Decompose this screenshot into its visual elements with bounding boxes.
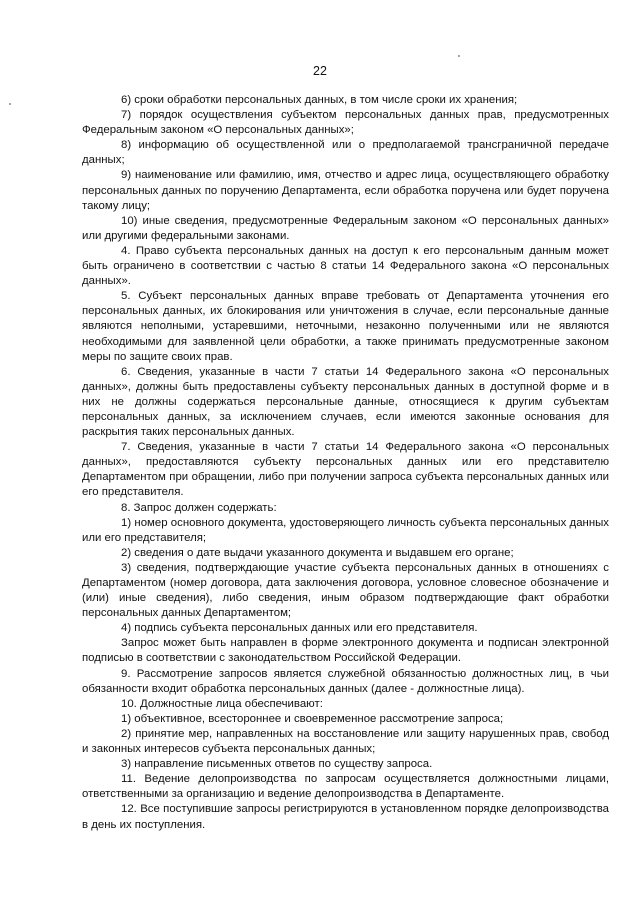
- scan-speck: [9, 103, 11, 105]
- clause-5: 5. Субъект персональных данных вправе требовать от Департамента уточнения его персональных данных, их блокирования или уничтожения в случае, если персональные данные являются неполными, устаревшими, неточными, незаконно полученными или не являются необходимыми для заявленной цели обработки, а также принимать предусмотренные законом меры по защите своих прав.: [82, 290, 609, 363]
- page-number: 22: [313, 64, 327, 78]
- clause-7: 7. Сведения, указанные в части 7 статьи 14 Федерального закона «О персональных данных», предоставляются субъекту персональных данных или его представителю Департаментом при обращении, либо при получении запроса субъекта персональных данных или его представителя.: [82, 441, 609, 499]
- clause-9: 9. Рассмотрение запросов является служебной обязанностью должностных лиц, в чьи обязанности входит обработка персональных данных (далее - должностные лица).: [82, 667, 609, 695]
- list-item-6: 6) сроки обработки персональных данных, в том числе сроки их хранения;: [121, 94, 518, 106]
- list-item-10: 10) иные сведения, предусмотренные Федеральным законом «О персональных данных» или другими федеральными законами.: [82, 214, 609, 242]
- request-item-3: 3) сведения, подтверждающие участие субъекта персональных данных в отношениях с Департаментом (номер договора, дата заключения договора, условное словесное обозначение и (или) иные сведения), либо сведения, иным образом подтверждающие факт обработки персональных данных Департаментом;: [82, 561, 609, 620]
- clause-8: 8. Запрос должен содержать:: [121, 501, 277, 514]
- scan-speck: [458, 55, 460, 57]
- request-item-4: 4) подпись субъекта персональных данных или его представителя.: [121, 622, 478, 635]
- request-item-1: 1) номер основного документа, удостоверяющего личность субъекта персональных данных или его представителя;: [82, 516, 609, 544]
- clause-11: 11. Ведение делопроизводства по запросам осуществляется должностными лицами, ответственными за организацию и ведение делопроизводства в Департаменте.: [82, 773, 609, 801]
- list-item-9: 9) наименование или фамилию, имя, отчество и адрес лица, осуществляющего обработку персональных данных по поручению Департамента, если обработка поручена или будет поручена такому лицу;: [82, 169, 609, 212]
- clause-12: 12. Все поступившие запросы регистрируются в установленном порядке делопроизводства в день их поступления.: [82, 803, 609, 831]
- list-item-7: 7) порядок осуществления субъектом персональных данных прав, предусмотренных Федеральным законом «О персональных данных»;: [82, 109, 609, 137]
- duty-item-3: 3) направление письменных ответов по существу запроса.: [121, 758, 433, 771]
- electronic-request-note: Запрос может быть направлен в форме электронного документа и подписан электронной подписью в соответствии с законодательством Российской Федерации.: [82, 637, 609, 665]
- duty-item-2: 2) принятие мер, направленных на восстановление или защиту нарушенных прав, свобод и законных интересов субъекта персональных данных;: [82, 727, 609, 756]
- document-body: [82, 93, 609, 833]
- list-item-8: 8) информацию об осуществленной или о предполагаемой трансграничной передаче данных;: [82, 139, 609, 167]
- clause-6: 6. Сведения, указанные в части 7 статьи 14 Федерального закона «О персональных данных», должны быть предоставлены субъекту персональных данных в доступной форме и в них не должны содержаться персональные данные, относящиеся к другим субъектам персональных данных, за исключением случаев, если имеются законные основания для раскрытия таких персональных данных.: [82, 365, 609, 439]
- clause-4: 4. Право субъекта персональных данных на доступ к его персональным данным может быть ограничено в соответствии с частью 8 статьи 14 Федерального закона «О персональных данных».: [82, 244, 609, 288]
- duty-item-1: 1) объективное, всестороннее и своевременное рассмотрение запроса;: [121, 712, 504, 725]
- clause-10: 10. Должностные лица обеспечивают:: [121, 697, 323, 710]
- request-item-2: 2) сведения о дате выдачи указанного документа и выдавшем его органе;: [121, 546, 514, 559]
